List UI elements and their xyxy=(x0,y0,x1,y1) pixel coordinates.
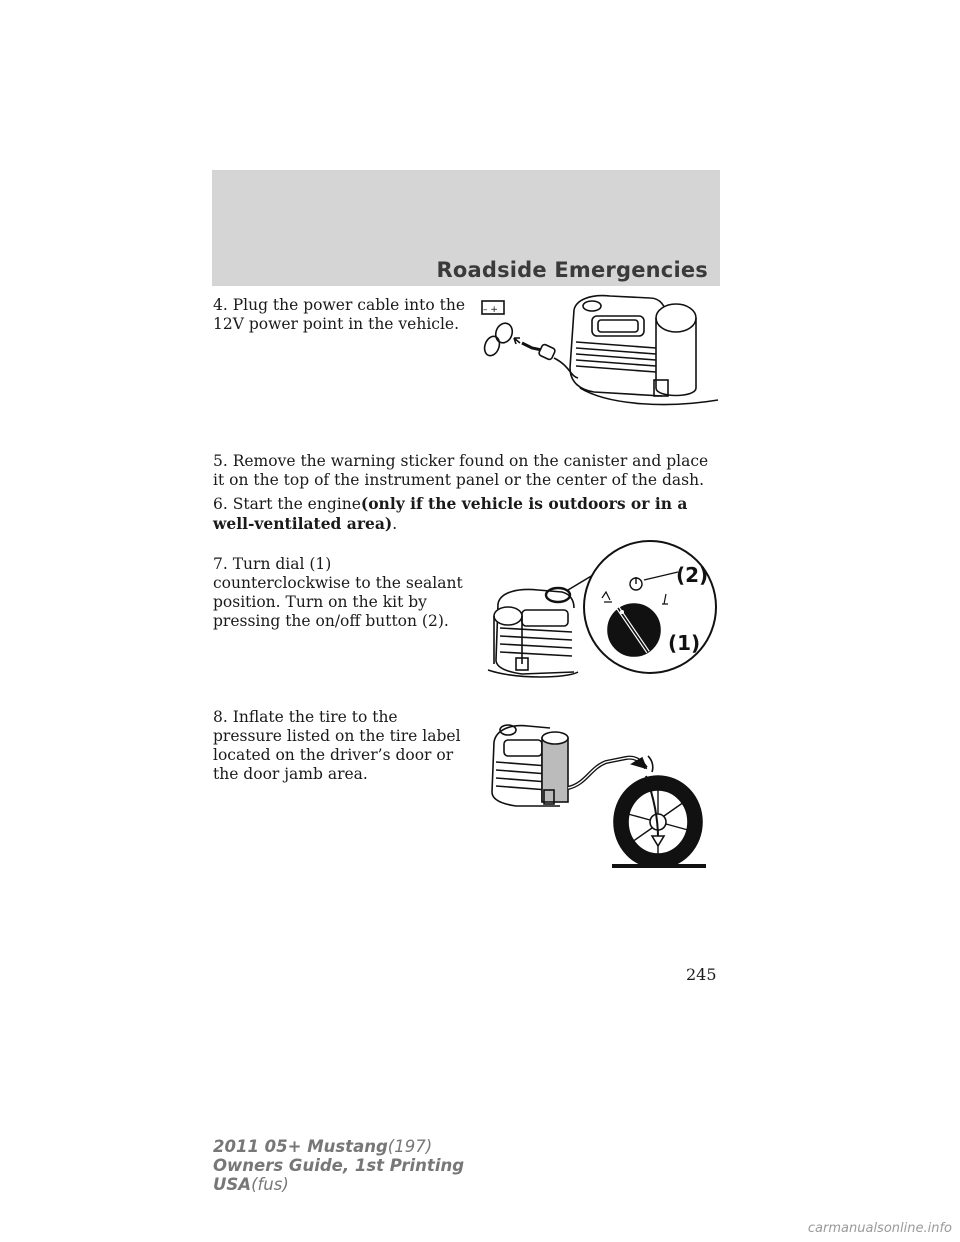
step-4-text: 4. Plug the power cable into the 12V power point in the vehicle. xyxy=(213,296,465,333)
canister-top xyxy=(494,607,522,625)
section-header-band xyxy=(212,170,720,286)
step-5-text: 5. Remove the warning sticker found on the canister and place it on the top of the instrument panel or the center of the dash. xyxy=(213,452,709,489)
step-7-text: 7. Turn dial (1) counterclockwise to the sealant position. Turn on the kit by pressing the on/off button (2). xyxy=(213,555,463,630)
insert-arrow-icon xyxy=(514,338,520,344)
socket-cap xyxy=(482,334,502,358)
print-footer: 2011 05+ Mustang(197) Owners Guide, 1st Printing USA(fus) xyxy=(213,1137,465,1194)
section-title: Roadside Emergencies xyxy=(436,258,708,282)
compressor-power-plug-illustration xyxy=(470,288,720,418)
canister-top xyxy=(656,304,696,332)
power-plug xyxy=(538,344,556,361)
dial-highlight-circle xyxy=(546,588,570,602)
sealant-canister xyxy=(542,738,568,802)
compressor-top-outline xyxy=(498,590,574,608)
tire-inflation-illustration xyxy=(486,718,726,868)
battery-symbol-text: – + xyxy=(483,305,498,315)
dial-and-button-illustration xyxy=(478,532,723,682)
rotation-arrow-icon xyxy=(648,756,653,772)
dial-callout-label: (1) xyxy=(668,631,701,655)
page-number: 245 xyxy=(686,965,717,984)
power-point-socket xyxy=(493,321,515,345)
step-6-text: 6. Start the engine(only if the vehicle is outdoors or in a well-ventilated area). xyxy=(213,494,688,533)
compressor-body-top xyxy=(574,296,666,316)
button-callout-label: (2) xyxy=(676,563,709,587)
step-8-text: 8. Inflate the tire to the pressure listed on the tire label located on the driver’s door or the door jamb area. xyxy=(213,708,461,783)
watermark: carmanualsonline.info xyxy=(807,1221,952,1236)
